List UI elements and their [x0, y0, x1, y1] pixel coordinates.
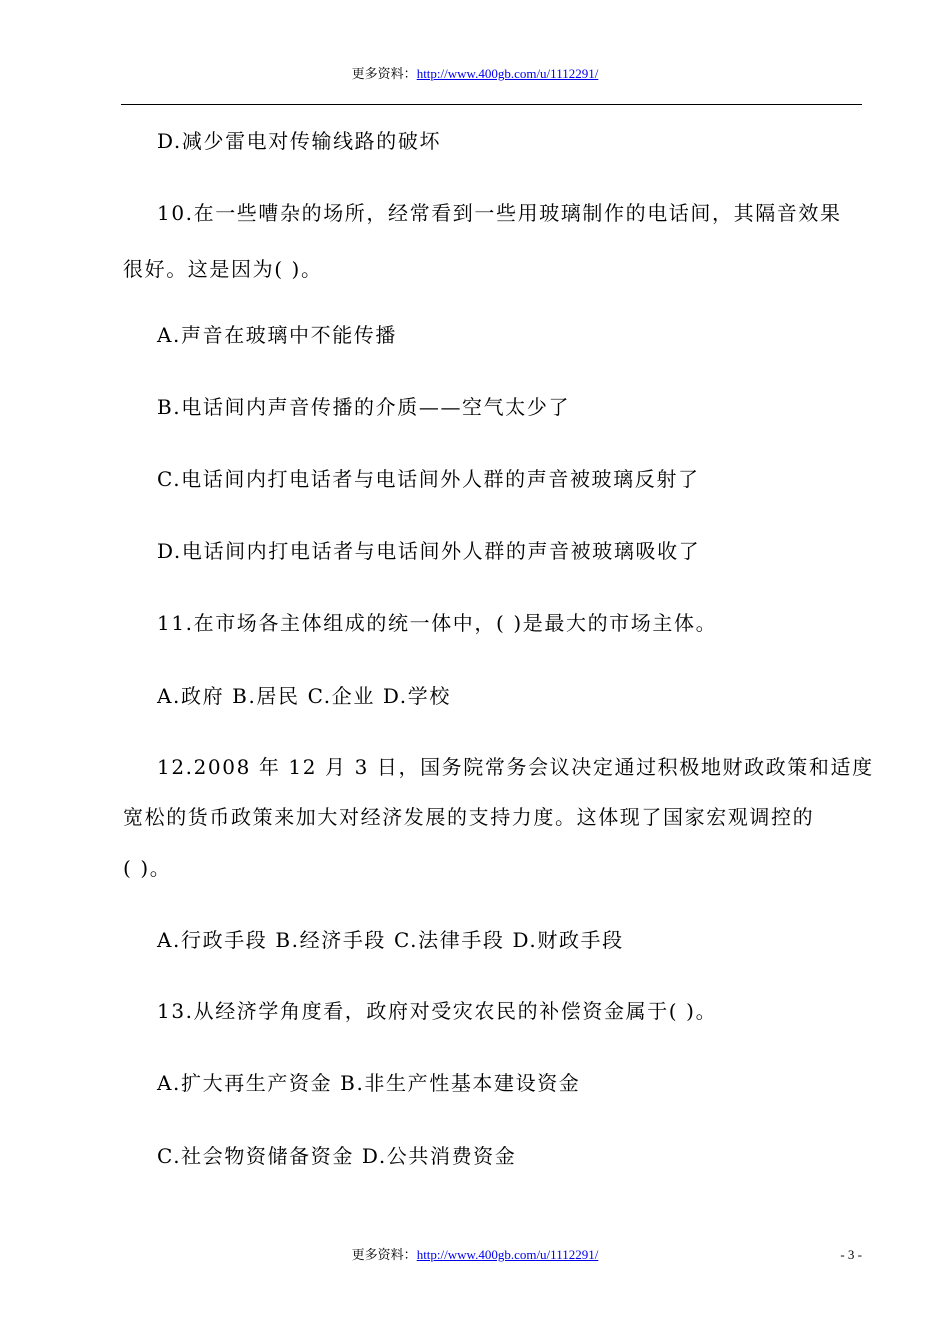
q10-stem-line-2: 很好。这是因为( )。: [123, 257, 323, 281]
header-link[interactable]: http://www.400gb.com/u/1112291/: [416, 66, 599, 81]
q12-options: A.行政手段 B.经济手段 C.法律手段 D.财政手段: [157, 928, 624, 952]
q10-option-c: C.电话间内打电话者与电话间外人群的声音被玻璃反射了: [157, 467, 700, 491]
q10-option-a: A.声音在玻璃中不能传播: [157, 323, 398, 347]
footer-link[interactable]: http://www.400gb.com/u/1112291/: [416, 1247, 599, 1262]
q12-stem-line-1: 12.2008 年 12 月 3 日，国务院常务会议决定通过积极地财政政策和适度: [157, 755, 874, 779]
q12-stem-line-2: 宽松的货币政策来加大对经济发展的支持力度。这体现了国家宏观调控的: [123, 805, 815, 829]
q11-stem: 11.在市场各主体组成的统一体中，( )是最大的市场主体。: [157, 611, 718, 635]
q13-options-line-1: A.扩大再生产资金 B.非生产性基本建设资金: [157, 1071, 581, 1095]
q10-option-b: B.电话间内声音传播的介质——空气太少了: [157, 395, 571, 419]
q13-stem: 13.从经济学角度看，政府对受灾农民的补偿资金属于( )。: [157, 999, 718, 1023]
q10-option-d: D.电话间内打电话者与电话间外人群的声音被玻璃吸收了: [157, 539, 701, 563]
q11-options: A.政府 B.居民 C.企业 D.学校: [157, 684, 451, 708]
page-number: - 3 -: [840, 1247, 862, 1262]
q9-option-d: D.减少雷电对传输线路的破坏: [157, 129, 442, 153]
header-label: 更多资料：: [351, 66, 417, 81]
page-footer: [0, 1247, 950, 1263]
q12-stem-line-3: ( )。: [123, 856, 172, 880]
q10-stem-line-1: 10.在一些嘈杂的场所，经常看到一些用玻璃制作的电话间，其隔音效果: [157, 201, 842, 225]
q13-options-line-2: C.社会物资储备资金 D.公共消费资金: [157, 1144, 517, 1168]
footer-label: 更多资料：: [351, 1247, 417, 1262]
